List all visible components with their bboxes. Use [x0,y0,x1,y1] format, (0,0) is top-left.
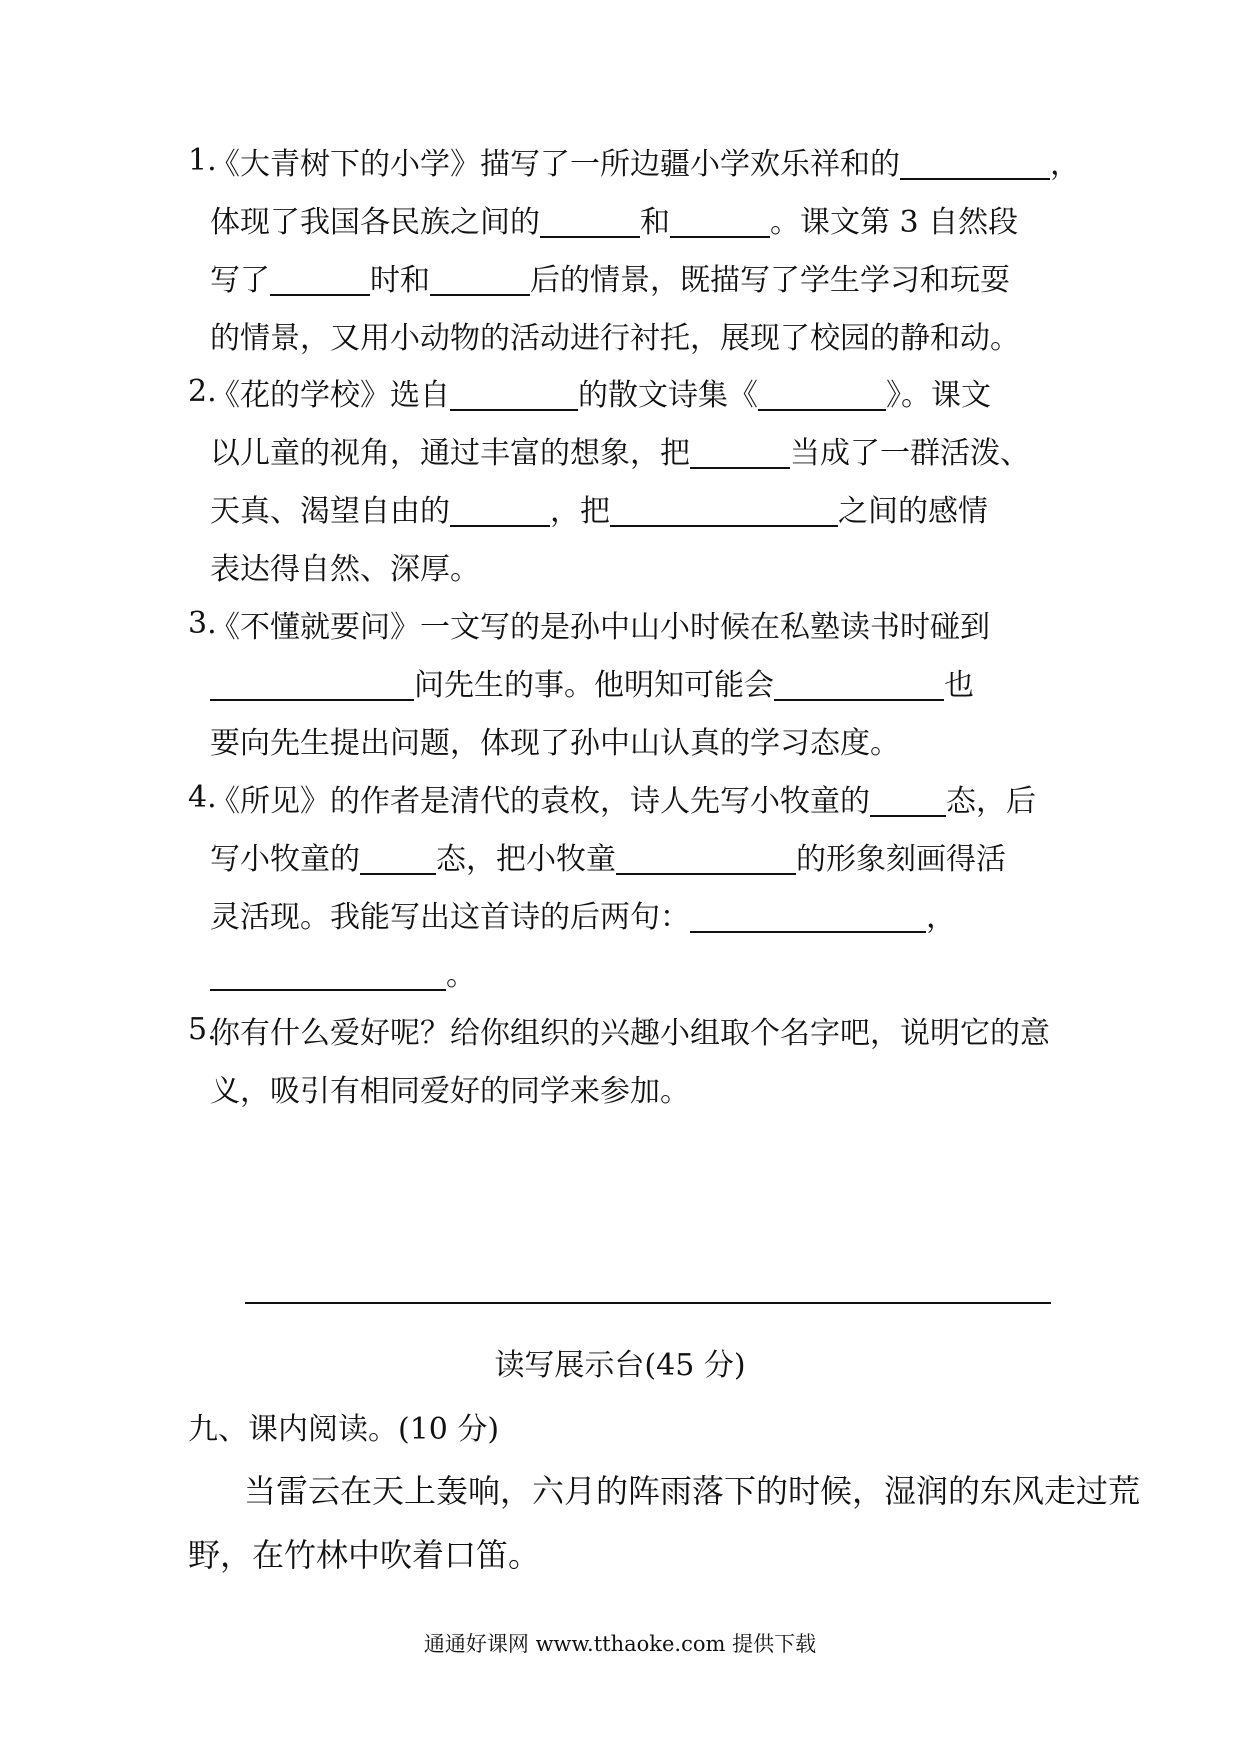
question-text: 的散文诗集《 [578,378,758,413]
answer-blank[interactable] [270,264,370,296]
question-text: 写小牧童的 [210,842,360,877]
question-number: 4. [188,780,217,815]
answer-blank[interactable] [870,785,946,817]
question-line [210,259,1010,303]
question-line [210,490,988,534]
question-line [210,143,1080,187]
question-line [210,780,1036,824]
answer-blank[interactable] [774,669,944,701]
question-number: 5. [188,1012,217,1047]
question-text: 表达得自然、深厚。 [210,552,480,587]
question-text: 和 [640,205,670,240]
question-text: ， [926,900,956,935]
question-number: 1. [188,143,217,178]
answer-blank[interactable] [690,901,926,933]
question-line [210,317,1020,361]
question-text: 的形象刻画得活 [796,842,1006,877]
question-text: 你有什么爱好呢？给你组织的兴趣小组取个名字吧，说明它的意 [210,1016,1050,1051]
question-text: 》。课文 [886,378,991,413]
question-line [210,201,1018,245]
answer-blank[interactable] [900,148,1050,180]
question-text: 的情景，又用小动物的活动进行衬托，展现了校园的静和动。 [210,321,1020,356]
question-text: 问先生的事。他明知可能会 [414,668,774,703]
answer-blank[interactable] [758,379,886,411]
question-line [210,896,956,940]
question-line [210,1070,690,1114]
answer-blank[interactable] [210,669,414,701]
question-line [210,1012,1050,1056]
section-title: 读写展示台(45 分) [494,1348,746,1383]
answer-blank[interactable] [540,206,640,238]
question-text: 后的情景，既描写了学生学习和玩耍 [530,263,1010,298]
answer-blank[interactable] [670,206,770,238]
question-line [210,432,1030,476]
question-text: 灵活现。我能写出这首诗的后两句： [210,900,690,935]
question-text: 要向先生提出问题，体现了孙中山认真的学习态度。 [210,726,900,761]
answer-blank[interactable] [360,843,436,875]
question-text: 体现了我国各民族之间的 [210,205,540,240]
question-text: 。 [446,958,476,993]
question-line [210,722,900,766]
question-line [210,954,476,998]
question-line [210,838,1006,882]
question-text: 以儿童的视角，通过丰富的想象，把 [210,436,690,471]
answer-blank[interactable] [450,379,578,411]
answer-blank[interactable] [450,495,550,527]
question-text: 之间的感情 [838,494,988,529]
question-text: ，把 [550,494,610,529]
question-text: 《所见》的作者是清代的袁枚，诗人先写小牧童的 [210,784,870,819]
answer-blank[interactable] [690,437,790,469]
question-text: ， [1050,147,1080,182]
question-text: 写了 [210,263,270,298]
answer-line[interactable] [245,1302,1051,1304]
question-line [210,548,480,592]
question-line [210,664,974,708]
answer-blank[interactable] [616,843,796,875]
question-line [210,374,991,418]
question-text: 天真、渴望自由的 [210,494,450,529]
question-text: 态，后 [946,784,1036,819]
answer-blank[interactable] [210,959,446,991]
question-text: 《大青树下的小学》描写了一所边疆小学欢乐祥和的 [210,147,900,182]
footer-download-note: 通通好课网 www.tthaoke.com 提供下载 [423,1632,817,1656]
question-text: 。课文第 3 自然段 [770,205,1019,240]
question-number: 3. [188,606,217,641]
passage-line: 当雷云在天上轰响，六月的阵雨落下的时候，湿润的东风走过荒 [244,1472,1141,1510]
question-text: 时和 [370,263,430,298]
question-text: 《花的学校》选自 [210,378,450,413]
answer-blank[interactable] [610,495,838,527]
question-text: 义，吸引有相同爱好的同学来参加。 [210,1074,690,1109]
passage-line: 野，在竹林中吹着口笛。 [188,1536,541,1574]
part-heading: 九、课内阅读。(10 分) [188,1412,500,1447]
answer-blank[interactable] [430,264,530,296]
question-text: 态，把小牧童 [436,842,616,877]
question-text: 当成了一群活泼、 [790,436,1030,471]
question-number: 2. [188,374,217,409]
question-text: 《不懂就要问》一文写的是孙中山小时候在私塾读书时碰到 [210,610,990,645]
question-line [210,606,990,650]
question-text: 也 [944,668,974,703]
